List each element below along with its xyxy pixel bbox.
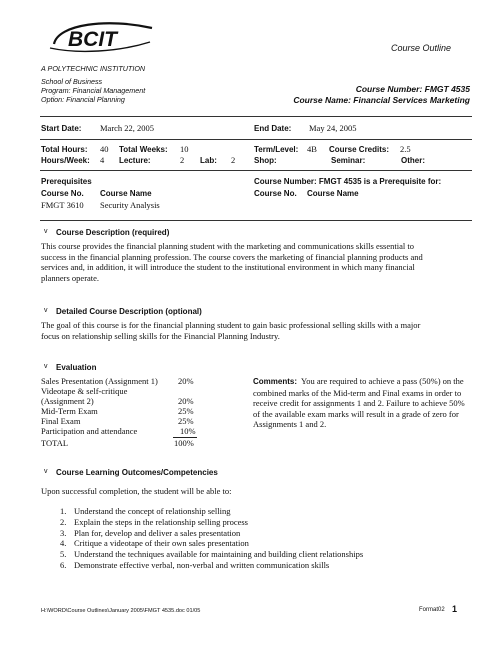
footer-format: Format02 bbox=[419, 607, 445, 613]
section-bullet-icon: v bbox=[44, 363, 48, 370]
eval-total-value: 100% bbox=[174, 438, 194, 448]
description-title: Course Description (required) bbox=[56, 228, 170, 237]
eval-item-label: Mid-Term Exam bbox=[41, 406, 98, 416]
right-course-no-header: Course No. bbox=[254, 189, 297, 198]
shop-label: Shop: bbox=[254, 156, 277, 165]
is-prerequisite-title: Course Number: FMGT 4535 is a Prerequisite for: bbox=[254, 177, 442, 186]
course-number: Course Number: FMGT 4535 bbox=[355, 84, 470, 94]
divider bbox=[40, 220, 472, 221]
eval-item-value: 25% bbox=[178, 416, 194, 426]
evaluation-title: Evaluation bbox=[56, 363, 97, 372]
description-text: This course provides the financial planning student with the marketing and communications skills essential to success in the financial planning profession. The course covers the marketing of financial planning products and services and, in addition, it will introduce the student to the institutional environment in which many financial planners operate. bbox=[41, 241, 423, 283]
eval-item-label: Final Exam bbox=[41, 416, 81, 426]
lecture-label: Lecture: bbox=[119, 156, 151, 165]
outcomes-list bbox=[60, 506, 363, 571]
outcomes-title: Course Learning Outcomes/Competencies bbox=[56, 468, 218, 477]
list-item: 3. Plan for, develop and deliver a sales presentation bbox=[60, 527, 241, 538]
divider bbox=[40, 116, 472, 117]
section-bullet-icon: v bbox=[44, 307, 48, 314]
institution: A POLYTECHNIC INSTITUTION bbox=[41, 64, 146, 73]
section-bullet-icon: v bbox=[44, 228, 48, 235]
comments-label: Comments: bbox=[253, 377, 298, 386]
eval-item-label: Participation and attendance bbox=[41, 426, 138, 436]
detailed-text: The goal of this course is for the financial planning student to gain basic professional selling skills with a major focus on relationship selling skills for the Financial Planning Industry. bbox=[41, 320, 421, 341]
seminar-label: Seminar: bbox=[331, 156, 366, 165]
doc-type: Course Outline bbox=[391, 43, 452, 53]
eval-item-value: 10% bbox=[180, 426, 196, 436]
prerequisites-title: Prerequisites bbox=[41, 177, 92, 186]
list-item: 1. Understand the concept of relationship selling bbox=[60, 506, 231, 516]
lecture-value: 2 bbox=[180, 155, 185, 165]
eval-item-label: Sales Presentation (Assignment 1) bbox=[41, 376, 158, 386]
other-label: Other: bbox=[401, 156, 425, 165]
lab-label: Lab: bbox=[200, 156, 217, 165]
term-level-value: 4B bbox=[307, 144, 317, 154]
list-item: 5. Understand the techniques available for maintaining and building client relationships bbox=[60, 549, 364, 560]
eval-item-label: Videotape & self-critique bbox=[41, 386, 128, 396]
eval-total-label: TOTAL bbox=[41, 438, 69, 448]
footer-path: H:\WORD\Course Outlines\January 2005\FMGT 4535.doc 01/05 bbox=[41, 608, 201, 614]
total-weeks-label: Total Weeks: bbox=[119, 145, 168, 154]
program: Program: Financial Management bbox=[41, 86, 146, 95]
prereq-course-no: FMGT 3610 bbox=[41, 200, 84, 210]
eval-item-label: (Assignment 2) bbox=[41, 396, 94, 406]
start-date-value: March 22, 2005 bbox=[100, 123, 155, 133]
term-level-label: Term/Level: bbox=[254, 145, 299, 154]
outcomes-intro: Upon successful completion, the student will be able to: bbox=[41, 486, 232, 496]
eval-item-value: 25% bbox=[178, 406, 194, 416]
logo-text: BCIT bbox=[68, 28, 117, 51]
lab-value: 2 bbox=[231, 155, 236, 165]
course-name: Course Name: Financial Services Marketing bbox=[293, 95, 470, 105]
start-date-label: Start Date: bbox=[41, 124, 82, 133]
right-course-name-header: Course Name bbox=[307, 189, 359, 198]
bcit-logo bbox=[48, 16, 158, 60]
course-credits-value: 2.5 bbox=[400, 144, 411, 154]
list-item: 4. Critique a videotape of their own sales presentation bbox=[60, 538, 249, 549]
hours-week-label: Hours/Week: bbox=[41, 156, 90, 165]
list-item: 2. Explain the steps in the relationship selling process bbox=[60, 516, 248, 527]
eval-item-value: 20% bbox=[178, 396, 194, 406]
school: School of Business bbox=[41, 77, 103, 86]
evaluation-comments: Comments: You are required to achieve a pass (50%) on the combined marks of the Mid-term and Final exams in order to receive credit for assignments 1 and 2. Failure to achieve 50% of the available exam marks will result in a grade of zero for Assignments 1 and 2. bbox=[253, 376, 465, 429]
detailed-title: Detailed Course Description (optional) bbox=[56, 307, 202, 316]
course-no-header: Course No. bbox=[41, 189, 84, 198]
section-bullet-icon: v bbox=[44, 468, 48, 475]
option: Option: Financial Planning bbox=[41, 95, 125, 104]
course-name-header: Course Name bbox=[100, 189, 152, 198]
page-number: 1 bbox=[452, 604, 458, 614]
total-hours-label: Total Hours: bbox=[41, 145, 88, 154]
end-date-label: End Date: bbox=[254, 124, 292, 133]
prereq-course-name: Security Analysis bbox=[100, 200, 160, 210]
total-weeks-value: 10 bbox=[180, 144, 189, 154]
total-hours-value: 40 bbox=[100, 144, 109, 154]
course-credits-label: Course Credits: bbox=[329, 145, 390, 154]
eval-item-value: 20% bbox=[178, 376, 194, 386]
hours-week-value: 4 bbox=[100, 155, 105, 165]
list-item: 6. Demonstrate effective verbal, non-verbal and written communication skills bbox=[60, 559, 330, 570]
divider bbox=[40, 170, 472, 171]
divider bbox=[40, 139, 472, 140]
end-date-value: May 24, 2005 bbox=[309, 123, 357, 133]
